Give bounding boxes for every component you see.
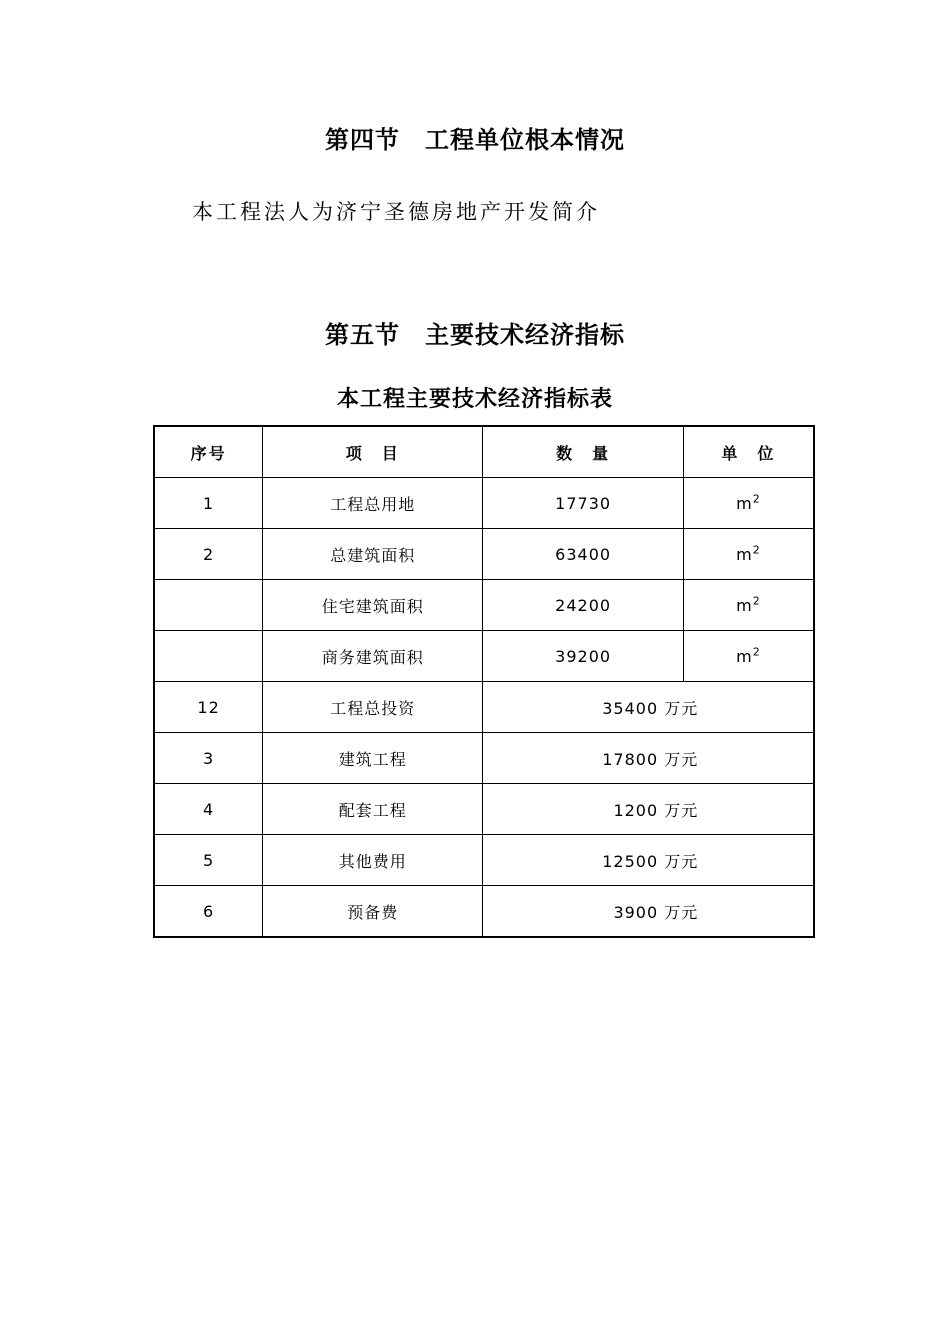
- row-qty: 24200: [483, 580, 683, 631]
- table-row: [154, 886, 814, 938]
- indicator-table: [153, 425, 815, 938]
- header-unit: 单 位: [683, 426, 814, 478]
- cost-item: 其他费用: [263, 835, 483, 886]
- header-no: 序号: [154, 426, 263, 478]
- table-row: [154, 682, 814, 733]
- cost-no: 5: [154, 835, 263, 886]
- row-no: [154, 631, 263, 682]
- cost-item: 工程总投资: [263, 682, 483, 733]
- cost-no: 3: [154, 733, 263, 784]
- header-qty: 数 量: [483, 426, 683, 478]
- row-qty: 63400: [483, 529, 683, 580]
- cost-no: 6: [154, 886, 263, 938]
- row-item: 总建筑面积: [263, 529, 483, 580]
- row-qty: 39200: [483, 631, 683, 682]
- row-no: 2: [154, 529, 263, 580]
- table-row: [154, 478, 814, 529]
- row-no: [154, 580, 263, 631]
- cost-no: 12: [154, 682, 263, 733]
- table-title: 本工程主要技术经济指标表: [336, 387, 613, 412]
- header-item: 项 目: [263, 426, 483, 478]
- row-unit: $m^2$: [683, 631, 814, 682]
- section-4-text: 本工程法人为济宁圣德房地产开发简介: [192, 200, 600, 224]
- table-row: [154, 835, 814, 886]
- cost-amount: 1200 万元: [483, 784, 814, 835]
- row-item: 住宅建筑面积: [263, 580, 483, 631]
- table-header-row: [154, 426, 814, 478]
- row-qty: 17730: [483, 478, 683, 529]
- row-unit: $m^2$: [683, 580, 814, 631]
- row-no: 1: [154, 478, 263, 529]
- table-row: [154, 580, 814, 631]
- row-unit: $m^2$: [683, 478, 814, 529]
- section-5-title: 第五节 主要技术经济指标: [325, 321, 625, 349]
- cost-amount: 17800 万元: [483, 733, 814, 784]
- table-row: [154, 784, 814, 835]
- cost-amount: 12500 万元: [483, 835, 814, 886]
- cost-amount: 3900 万元: [483, 886, 814, 938]
- row-item: 商务建筑面积: [263, 631, 483, 682]
- cost-item: 预备费: [263, 886, 483, 938]
- section-4-title: 第四节 工程单位根本情况: [325, 126, 625, 154]
- table-row: [154, 733, 814, 784]
- row-item: 工程总用地: [263, 478, 483, 529]
- cost-no: 4: [154, 784, 263, 835]
- table-row: [154, 631, 814, 682]
- cost-amount: 35400 万元: [483, 682, 814, 733]
- cost-item: 建筑工程: [263, 733, 483, 784]
- row-unit: $m^2$: [683, 529, 814, 580]
- cost-item: 配套工程: [263, 784, 483, 835]
- table-row: [154, 529, 814, 580]
